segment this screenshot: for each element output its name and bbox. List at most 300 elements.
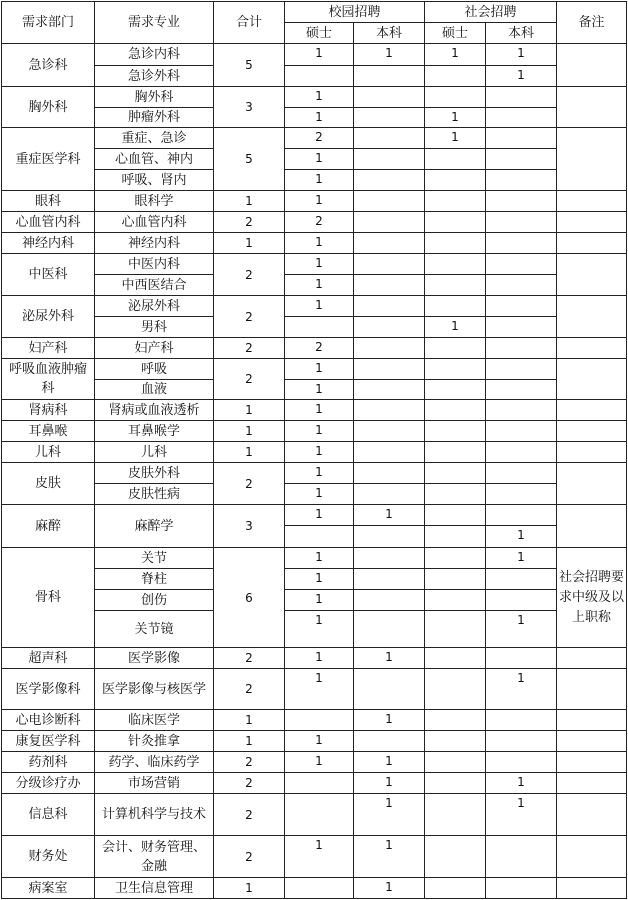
campus-master-count: 1 (285, 149, 354, 170)
header-social-master: 硕士 (425, 23, 486, 44)
campus-bachelor-count (354, 191, 425, 212)
campus-master-count (285, 878, 354, 899)
total-count: 3 (214, 505, 285, 548)
table-row (2, 359, 627, 380)
campus-bachelor-count (354, 275, 425, 296)
note-cell (557, 648, 627, 669)
social-master-count (425, 878, 486, 899)
campus-master-count (285, 794, 354, 836)
note-cell (557, 338, 627, 359)
department-name: 神经内科 (2, 233, 95, 254)
major-name: 医学影像 (95, 648, 214, 669)
header-campus: 校园招聘 (285, 2, 425, 23)
major-name: 中西医结合 (95, 275, 214, 296)
major-name: 胸外科 (95, 87, 214, 108)
social-master-count (425, 233, 486, 254)
campus-bachelor-count (354, 526, 425, 548)
major-name: 神经内科 (95, 233, 214, 254)
major-name: 呼吸 (95, 359, 214, 380)
social-bachelor-count (486, 170, 557, 191)
social-master-count (425, 648, 486, 669)
header-note: 备注 (557, 2, 627, 44)
note-cell (557, 359, 627, 400)
table-row (2, 484, 627, 505)
table-row (2, 836, 627, 878)
total-count: 2 (214, 669, 285, 710)
campus-master-count: 1 (285, 648, 354, 669)
campus-master-count: 1 (285, 44, 354, 66)
campus-master-count: 1 (285, 463, 354, 484)
note-cell (557, 212, 627, 233)
social-bachelor-count (486, 359, 557, 380)
table-row (2, 421, 627, 442)
major-name: 重症、急诊 (95, 128, 214, 149)
social-bachelor-count (486, 87, 557, 108)
table-row (2, 752, 627, 773)
major-name: 急诊内科 (95, 44, 214, 66)
table-row (2, 611, 627, 648)
table-row (2, 128, 627, 149)
major-name: 中医内科 (95, 254, 214, 275)
social-master-count (425, 505, 486, 526)
table-row (2, 338, 627, 359)
campus-bachelor-count: 1 (354, 648, 425, 669)
social-bachelor-count: 1 (486, 611, 557, 648)
social-master-count (425, 66, 486, 87)
social-master-count (425, 296, 486, 317)
campus-bachelor-count (354, 421, 425, 442)
major-name: 临床医学 (95, 710, 214, 731)
major-name: 妇产科 (95, 338, 214, 359)
campus-master-count: 1 (285, 611, 354, 648)
department-name: 药剂科 (2, 752, 95, 773)
social-bachelor-count: 1 (486, 794, 557, 836)
department-name: 眼科 (2, 191, 95, 212)
major-name: 医学影像与核医学 (95, 669, 214, 710)
social-bachelor-count (486, 463, 557, 484)
social-master-count (425, 212, 486, 233)
social-master-count (425, 731, 486, 752)
campus-master-count: 1 (285, 484, 354, 505)
department-name: 肾病科 (2, 400, 95, 421)
major-name: 计算机科学与技术 (95, 794, 214, 836)
department-name: 急诊科 (2, 44, 95, 87)
campus-master-count: 1 (285, 87, 354, 108)
table-row (2, 380, 627, 400)
social-master-count (425, 170, 486, 191)
campus-bachelor-count (354, 484, 425, 505)
social-master-count (425, 275, 486, 296)
campus-bachelor-count (354, 569, 425, 590)
table-row (2, 108, 627, 128)
campus-bachelor-count (354, 296, 425, 317)
social-bachelor-count (486, 878, 557, 899)
social-master-count (425, 380, 486, 400)
campus-master-count: 1 (285, 421, 354, 442)
total-count: 2 (214, 773, 285, 794)
major-name: 儿科 (95, 442, 214, 463)
campus-master-count: 2 (285, 212, 354, 233)
department-name: 信息科 (2, 794, 95, 836)
social-bachelor-count (486, 149, 557, 170)
social-bachelor-count: 1 (486, 773, 557, 794)
table-row (2, 463, 627, 484)
header-social: 社会招聘 (425, 2, 557, 23)
header-department: 需求部门 (2, 2, 95, 44)
campus-bachelor-count: 1 (354, 878, 425, 899)
social-master-count (425, 669, 486, 710)
total-count: 2 (214, 752, 285, 773)
note-cell (557, 463, 627, 505)
department-name: 重症医学科 (2, 128, 95, 191)
department-name: 皮肤 (2, 463, 95, 505)
social-master-count (425, 400, 486, 421)
campus-bachelor-count: 1 (354, 773, 425, 794)
table-row (2, 149, 627, 170)
social-master-count (425, 590, 486, 611)
social-bachelor-count (486, 254, 557, 275)
table-row (2, 254, 627, 275)
table-row (2, 590, 627, 611)
social-master-count (425, 191, 486, 212)
department-name: 分级诊疗办 (2, 773, 95, 794)
note-cell: 社会招聘要求中级及以上职称 (557, 548, 627, 648)
campus-bachelor-count (354, 548, 425, 569)
major-name: 呼吸、肾内 (95, 170, 214, 191)
table-row (2, 548, 627, 569)
table-row (2, 505, 627, 526)
department-name: 呼吸血液肿瘤科 (2, 359, 95, 400)
campus-master-count (285, 526, 354, 548)
table-row (2, 44, 627, 66)
social-bachelor-count (486, 400, 557, 421)
major-name: 会计、财务管理、金融 (95, 836, 214, 878)
social-bachelor-count (486, 128, 557, 149)
campus-bachelor-count (354, 731, 425, 752)
major-name: 卫生信息管理 (95, 878, 214, 899)
social-master-count (425, 359, 486, 380)
campus-bachelor-count: 1 (354, 752, 425, 773)
social-bachelor-count (486, 836, 557, 878)
campus-master-count: 1 (285, 669, 354, 710)
total-count: 1 (214, 442, 285, 463)
header-social-bachelor: 本科 (486, 23, 557, 44)
table-row (2, 731, 627, 752)
major-name: 耳鼻喉学 (95, 421, 214, 442)
total-count: 2 (214, 212, 285, 233)
total-count: 1 (214, 878, 285, 899)
table-row (2, 66, 627, 87)
campus-bachelor-count: 1 (354, 836, 425, 878)
social-bachelor-count: 1 (486, 548, 557, 569)
department-name: 骨科 (2, 548, 95, 648)
table-row (2, 648, 627, 669)
social-bachelor-count (486, 380, 557, 400)
social-master-count (425, 710, 486, 731)
campus-bachelor-count: 1 (354, 794, 425, 836)
social-master-count (425, 752, 486, 773)
major-name: 心血管内科 (95, 212, 214, 233)
campus-bachelor-count (354, 669, 425, 710)
campus-master-count (285, 710, 354, 731)
department-name: 中医科 (2, 254, 95, 296)
campus-master-count: 1 (285, 275, 354, 296)
campus-master-count: 1 (285, 254, 354, 275)
social-bachelor-count (486, 191, 557, 212)
social-bachelor-count: 1 (486, 669, 557, 710)
total-count: 1 (214, 191, 285, 212)
campus-bachelor-count (354, 87, 425, 108)
major-name: 关节 (95, 548, 214, 569)
social-bachelor-count (486, 731, 557, 752)
social-bachelor-count (486, 233, 557, 254)
department-name: 儿科 (2, 442, 95, 463)
table-row (2, 878, 627, 899)
social-master-count (425, 569, 486, 590)
department-name: 胸外科 (2, 87, 95, 128)
social-bachelor-count (486, 442, 557, 463)
campus-bachelor-count (354, 108, 425, 128)
table-row (2, 191, 627, 212)
social-master-count (425, 526, 486, 548)
campus-bachelor-count (354, 317, 425, 338)
note-cell (557, 794, 627, 836)
note-cell (557, 752, 627, 773)
table-row (2, 773, 627, 794)
social-master-count (425, 484, 486, 505)
major-name: 市场营销 (95, 773, 214, 794)
department-name: 心电诊断科 (2, 710, 95, 731)
total-count: 1 (214, 731, 285, 752)
campus-bachelor-count (354, 380, 425, 400)
social-master-count (425, 149, 486, 170)
total-count: 3 (214, 87, 285, 128)
table-row (2, 442, 627, 463)
social-bachelor-count (486, 338, 557, 359)
campus-master-count: 1 (285, 108, 354, 128)
major-name: 心血管、神内 (95, 149, 214, 170)
total-count: 1 (214, 233, 285, 254)
recruitment-table (1, 1, 627, 899)
social-bachelor-count (486, 752, 557, 773)
social-bachelor-count (486, 505, 557, 526)
note-cell (557, 669, 627, 710)
campus-master-count: 1 (285, 170, 354, 191)
note-cell (557, 296, 627, 338)
major-name: 麻醉学 (95, 505, 214, 548)
campus-bachelor-count (354, 66, 425, 87)
social-master-count (425, 254, 486, 275)
note-cell (557, 731, 627, 752)
campus-master-count: 1 (285, 380, 354, 400)
social-master-count (425, 421, 486, 442)
campus-bachelor-count (354, 338, 425, 359)
campus-bachelor-count (354, 442, 425, 463)
social-bachelor-count (486, 710, 557, 731)
campus-bachelor-count (354, 359, 425, 380)
social-master-count: 1 (425, 317, 486, 338)
campus-master-count: 1 (285, 731, 354, 752)
major-name: 肾病或血液透析 (95, 400, 214, 421)
social-bachelor-count (486, 212, 557, 233)
campus-master-count: 2 (285, 128, 354, 149)
major-name: 男科 (95, 317, 214, 338)
note-cell (557, 128, 627, 191)
major-name: 泌尿外科 (95, 296, 214, 317)
total-count: 5 (214, 128, 285, 191)
table-row (2, 212, 627, 233)
campus-master-count (285, 317, 354, 338)
social-master-count (425, 87, 486, 108)
campus-bachelor-count (354, 611, 425, 648)
social-master-count (425, 611, 486, 648)
social-bachelor-count (486, 569, 557, 590)
total-count: 2 (214, 254, 285, 296)
social-master-count (425, 338, 486, 359)
social-master-count: 1 (425, 108, 486, 128)
campus-bachelor-count (354, 400, 425, 421)
major-name: 创伤 (95, 590, 214, 611)
table-row (2, 87, 627, 108)
note-cell (557, 878, 627, 899)
total-count: 1 (214, 400, 285, 421)
department-name: 医学影像科 (2, 669, 95, 710)
campus-master-count: 1 (285, 359, 354, 380)
major-name: 血液 (95, 380, 214, 400)
total-count: 2 (214, 296, 285, 338)
total-count: 2 (214, 836, 285, 878)
campus-bachelor-count (354, 463, 425, 484)
campus-bachelor-count (354, 590, 425, 611)
table-row (2, 669, 627, 710)
note-cell (557, 44, 627, 87)
total-count: 2 (214, 794, 285, 836)
note-cell (557, 505, 627, 548)
social-bachelor-count (486, 275, 557, 296)
department-name: 病案室 (2, 878, 95, 899)
social-master-count: 1 (425, 44, 486, 66)
table-row (2, 296, 627, 317)
social-master-count (425, 836, 486, 878)
header-major: 需求专业 (95, 2, 214, 44)
social-master-count: 1 (425, 128, 486, 149)
campus-bachelor-count (354, 170, 425, 191)
campus-master-count: 1 (285, 548, 354, 569)
table-row (2, 317, 627, 338)
note-cell (557, 773, 627, 794)
campus-master-count: 1 (285, 442, 354, 463)
campus-master-count: 1 (285, 590, 354, 611)
campus-bachelor-count (354, 149, 425, 170)
note-cell (557, 233, 627, 254)
campus-master-count: 1 (285, 505, 354, 526)
campus-bachelor-count: 1 (354, 505, 425, 526)
campus-master-count: 1 (285, 569, 354, 590)
department-name: 康复医学科 (2, 731, 95, 752)
department-name: 妇产科 (2, 338, 95, 359)
social-bachelor-count: 1 (486, 44, 557, 66)
social-master-count (425, 773, 486, 794)
department-name: 心血管内科 (2, 212, 95, 233)
campus-bachelor-count (354, 212, 425, 233)
major-name: 眼科学 (95, 191, 214, 212)
note-cell (557, 836, 627, 878)
major-name: 皮肤外科 (95, 463, 214, 484)
note-cell (557, 442, 627, 463)
total-count: 1 (214, 710, 285, 731)
department-name: 泌尿外科 (2, 296, 95, 338)
social-master-count (425, 548, 486, 569)
department-name: 超声科 (2, 648, 95, 669)
social-bachelor-count (486, 484, 557, 505)
table-row (2, 794, 627, 836)
note-cell (557, 87, 627, 128)
social-bachelor-count (486, 590, 557, 611)
department-name: 耳鼻喉 (2, 421, 95, 442)
table-row (2, 170, 627, 191)
campus-master-count (285, 66, 354, 87)
major-name: 关节镜 (95, 611, 214, 648)
campus-bachelor-count (354, 128, 425, 149)
social-bachelor-count (486, 421, 557, 442)
table-row (2, 400, 627, 421)
major-name: 针灸推拿 (95, 731, 214, 752)
total-count: 1 (214, 421, 285, 442)
note-cell (557, 254, 627, 296)
major-name: 药学、临床药学 (95, 752, 214, 773)
note-cell (557, 191, 627, 212)
department-name: 财务处 (2, 836, 95, 878)
social-bachelor-count: 1 (486, 66, 557, 87)
campus-bachelor-count (354, 254, 425, 275)
social-bachelor-count: 1 (486, 526, 557, 548)
total-count: 2 (214, 338, 285, 359)
major-name: 急诊外科 (95, 66, 214, 87)
header-campus-bachelor: 本科 (354, 23, 425, 44)
campus-master-count: 1 (285, 400, 354, 421)
campus-bachelor-count (354, 233, 425, 254)
campus-master-count (285, 773, 354, 794)
table-row (2, 569, 627, 590)
social-bachelor-count (486, 648, 557, 669)
major-name: 肿瘤外科 (95, 108, 214, 128)
campus-master-count: 1 (285, 233, 354, 254)
major-name: 皮肤性病 (95, 484, 214, 505)
campus-master-count: 1 (285, 191, 354, 212)
note-cell (557, 400, 627, 421)
social-master-count (425, 463, 486, 484)
total-count: 2 (214, 463, 285, 505)
campus-master-count: 1 (285, 752, 354, 773)
campus-bachelor-count: 1 (354, 710, 425, 731)
social-bachelor-count (486, 296, 557, 317)
total-count: 6 (214, 548, 285, 648)
table-row (2, 710, 627, 731)
total-count: 2 (214, 648, 285, 669)
campus-master-count: 2 (285, 338, 354, 359)
header-campus-master: 硕士 (285, 23, 354, 44)
social-master-count (425, 442, 486, 463)
department-name: 麻醉 (2, 505, 95, 548)
major-name: 脊柱 (95, 569, 214, 590)
total-count: 5 (214, 44, 285, 87)
social-master-count (425, 794, 486, 836)
note-cell (557, 421, 627, 442)
social-bachelor-count (486, 317, 557, 338)
campus-master-count: 1 (285, 296, 354, 317)
social-bachelor-count (486, 108, 557, 128)
table-row (2, 275, 627, 296)
